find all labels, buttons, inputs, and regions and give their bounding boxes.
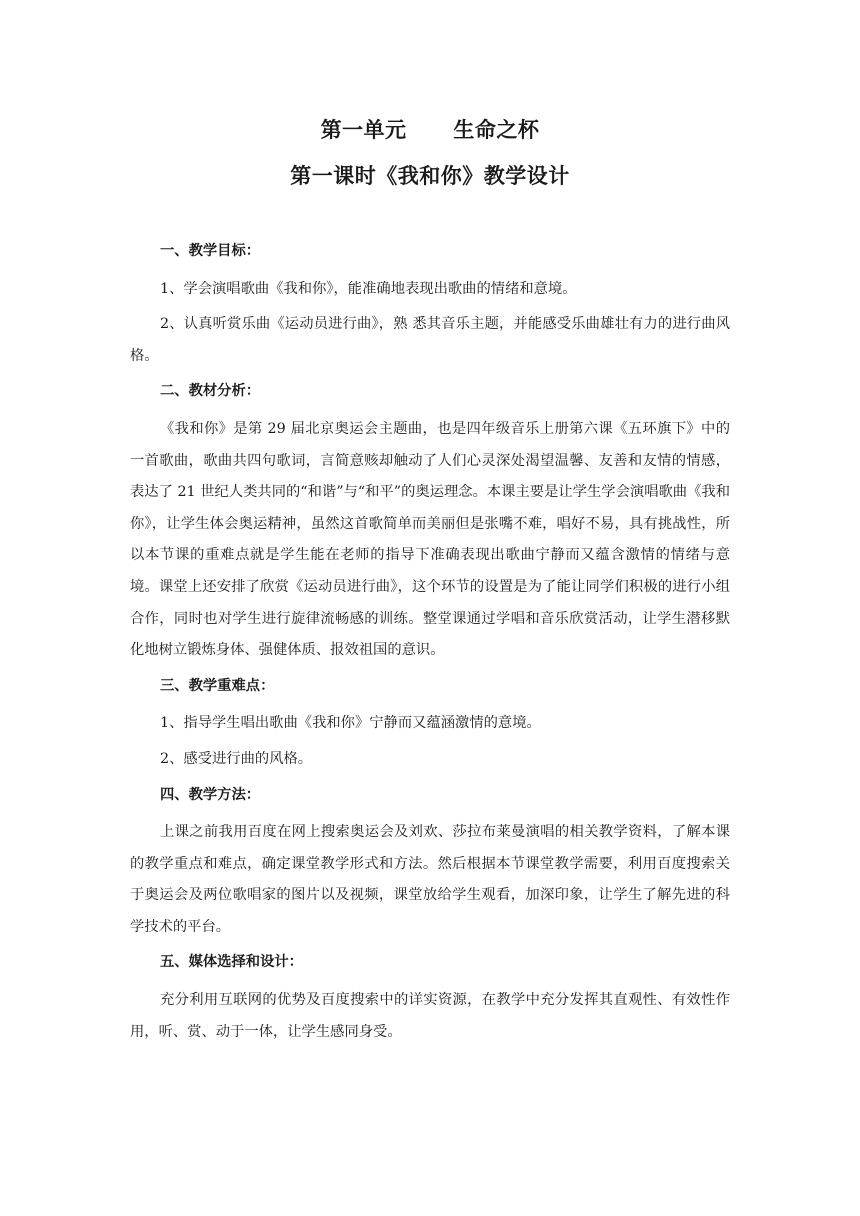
lesson-title: 第一课时《我和你》教学设计	[290, 164, 570, 188]
section-heading-material-analysis: 二、教材分析：	[160, 383, 261, 400]
paragraph: 2、认真听赏乐曲《运动员进行曲》，熟 悉其音乐主题，并能感受乐曲雄壮有力的进行曲风格。	[130, 316, 730, 364]
section-heading-key-points: 三、教学重难点：	[160, 677, 275, 694]
document-body	[130, 236, 730, 1052]
section-heading-objectives: 一、教学目标：	[160, 243, 261, 259]
section-heading-media-design: 五、媒体选择和设计：	[160, 954, 303, 971]
paragraph: 充分利用互联网的优势及百度搜索中的详实资源，在教学中充分发挥其直观性、有效性作用，听、赏、动于一体，让学生感同身受。	[130, 992, 730, 1040]
paragraph: 《我和你》是第 29 届北京奥运会主题曲，也是四年级音乐上册第六课《五环旗下》中的一首歌曲，歌曲共四句歌词，言简意赅却触动了人们心灵深处渴望温馨、友善和友情的情感，表达了 21 世纪人类共同的“和谐”与“和平”的奥运理念。本课主要是让学生学会演唱歌曲《我和你》，让学生体会奥运精神，虽然这首歌简单而美丽但是张嘴不难，唱好不易，具有挑战性，所以本节课的重难点就是学生能在老师的指导下准确表现出歌曲宁静而又蕴含激情的情绪与意境。课堂上还安排了欣赏《运动员进行曲》，这个环节的设置是为了能让同学们积极的进行小组合作，同时也对学生进行旋律流畅感的训练。整堂课通过学唱和音乐欣赏活动，让学生潜移默化地树立锻炼身体、强健体质、报效祖国的意识。	[130, 420, 730, 659]
section-heading-teaching-methods: 四、教学方法：	[160, 786, 261, 803]
paragraph: 2、感受进行曲的风格。	[160, 750, 313, 767]
paragraph: 1、指导学生唱出歌曲《我和你》宁静而又蕴涵激情的意境。	[160, 715, 541, 732]
paragraph: 1、学会演唱歌曲《我和你》，能准确地表现出歌曲的情绪和意境。	[160, 280, 577, 297]
paragraph: 上课之前我用百度在网上搜索奥运会及刘欢、莎拉布莱曼演唱的相关教学资料，了解本课的教学重点和难点，确定课堂教学形式和方法。然后根据本节课堂教学需要，利用百度搜索关于奥运会及两位歌唱家的图片以及视频，课堂放给学生观看，加深印象，让学生了解先进的科学技术的平台。	[130, 824, 730, 935]
unit-title: 第一单元 生命之杯	[320, 118, 540, 142]
